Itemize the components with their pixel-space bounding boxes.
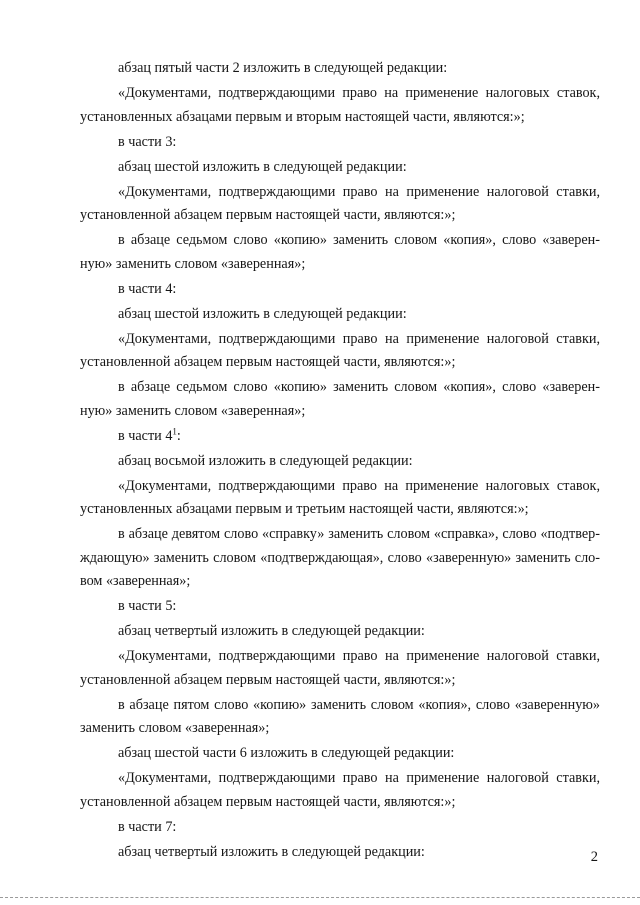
paragraph: в части 7: — [118, 818, 177, 835]
paragraph: абзац шестой изложить в следующей редакции: — [118, 305, 407, 322]
paragraph: «Документами, подтверждающими право на применение налоговой ставки, установленной абзацем первым настоящей части, являются:»; — [80, 330, 600, 370]
paragraph: абзац шестой изложить в следующей редакции: — [118, 158, 407, 175]
paragraph-text: в части 4 — [118, 427, 173, 444]
paragraph: в части 5: — [118, 598, 177, 614]
paragraph: в абзаце седьмом слово «копию» заменить словом «копия», слово «заверенную» заменить словом «заверенная»; — [80, 232, 600, 272]
paragraph: абзац восьмой изложить в следующей редакции: — [118, 452, 413, 469]
superscript: 1 — [172, 425, 177, 436]
paragraph: в абзаце девятом слово «справку» заменить словом «справка», слово «подтверждающую» заменить словом «подтверждающая», слово «заверенную» заменить словом «заверенная»; — [80, 526, 600, 589]
paragraph: абзац пятый части 2 изложить в следующей редакции: — [118, 60, 448, 76]
paragraph: абзац четвертый изложить в следующей редакции: — [118, 843, 425, 860]
paragraph-suffix: : — [176, 427, 181, 444]
paragraph: «Документами, подтверждающими право на применение налоговой ставки, установленной абзацем первым настоящей части, являются:»; — [80, 183, 600, 223]
paragraph: в абзаце седьмом слово «копию» заменить словом «копия», слово «заверенную» заменить словом «заверенная»; — [80, 379, 600, 419]
paragraph: абзац четвертый изложить в следующей редакции: — [118, 623, 425, 639]
document-body — [80, 57, 600, 866]
paragraph: в абзаце пятом слово «копию» заменить словом «копия», слово «заверенную» заменить словом «заверенная»; — [80, 696, 600, 736]
paragraph-with-superscript — [80, 425, 600, 449]
page-number: 2 — [590, 849, 598, 865]
paragraph: в части 4: — [118, 280, 177, 297]
paragraph: «Документами, подтверждающими право на применение налоговой ставки, установленной абзацем первым настоящей части, являются:»; — [80, 770, 600, 810]
page-bottom-edge — [0, 897, 640, 898]
paragraph: «Документами, подтверждающими право на применение налоговых ставок, установленных абзацами первым и третьим настоящей части, являются:»; — [80, 477, 600, 517]
paragraph: «Документами, подтверждающими право на применение налоговых ставок, установленных абзацами первым и вторым настоящей части, являются:»; — [80, 85, 600, 125]
paragraph: в части 3: — [118, 133, 177, 150]
paragraph: «Документами, подтверждающими право на применение налоговой ставки, установленной абзацем первым настоящей части, являются:»; — [80, 648, 600, 688]
paragraph: абзац шестой части 6 изложить в следующей редакции: — [118, 745, 455, 761]
